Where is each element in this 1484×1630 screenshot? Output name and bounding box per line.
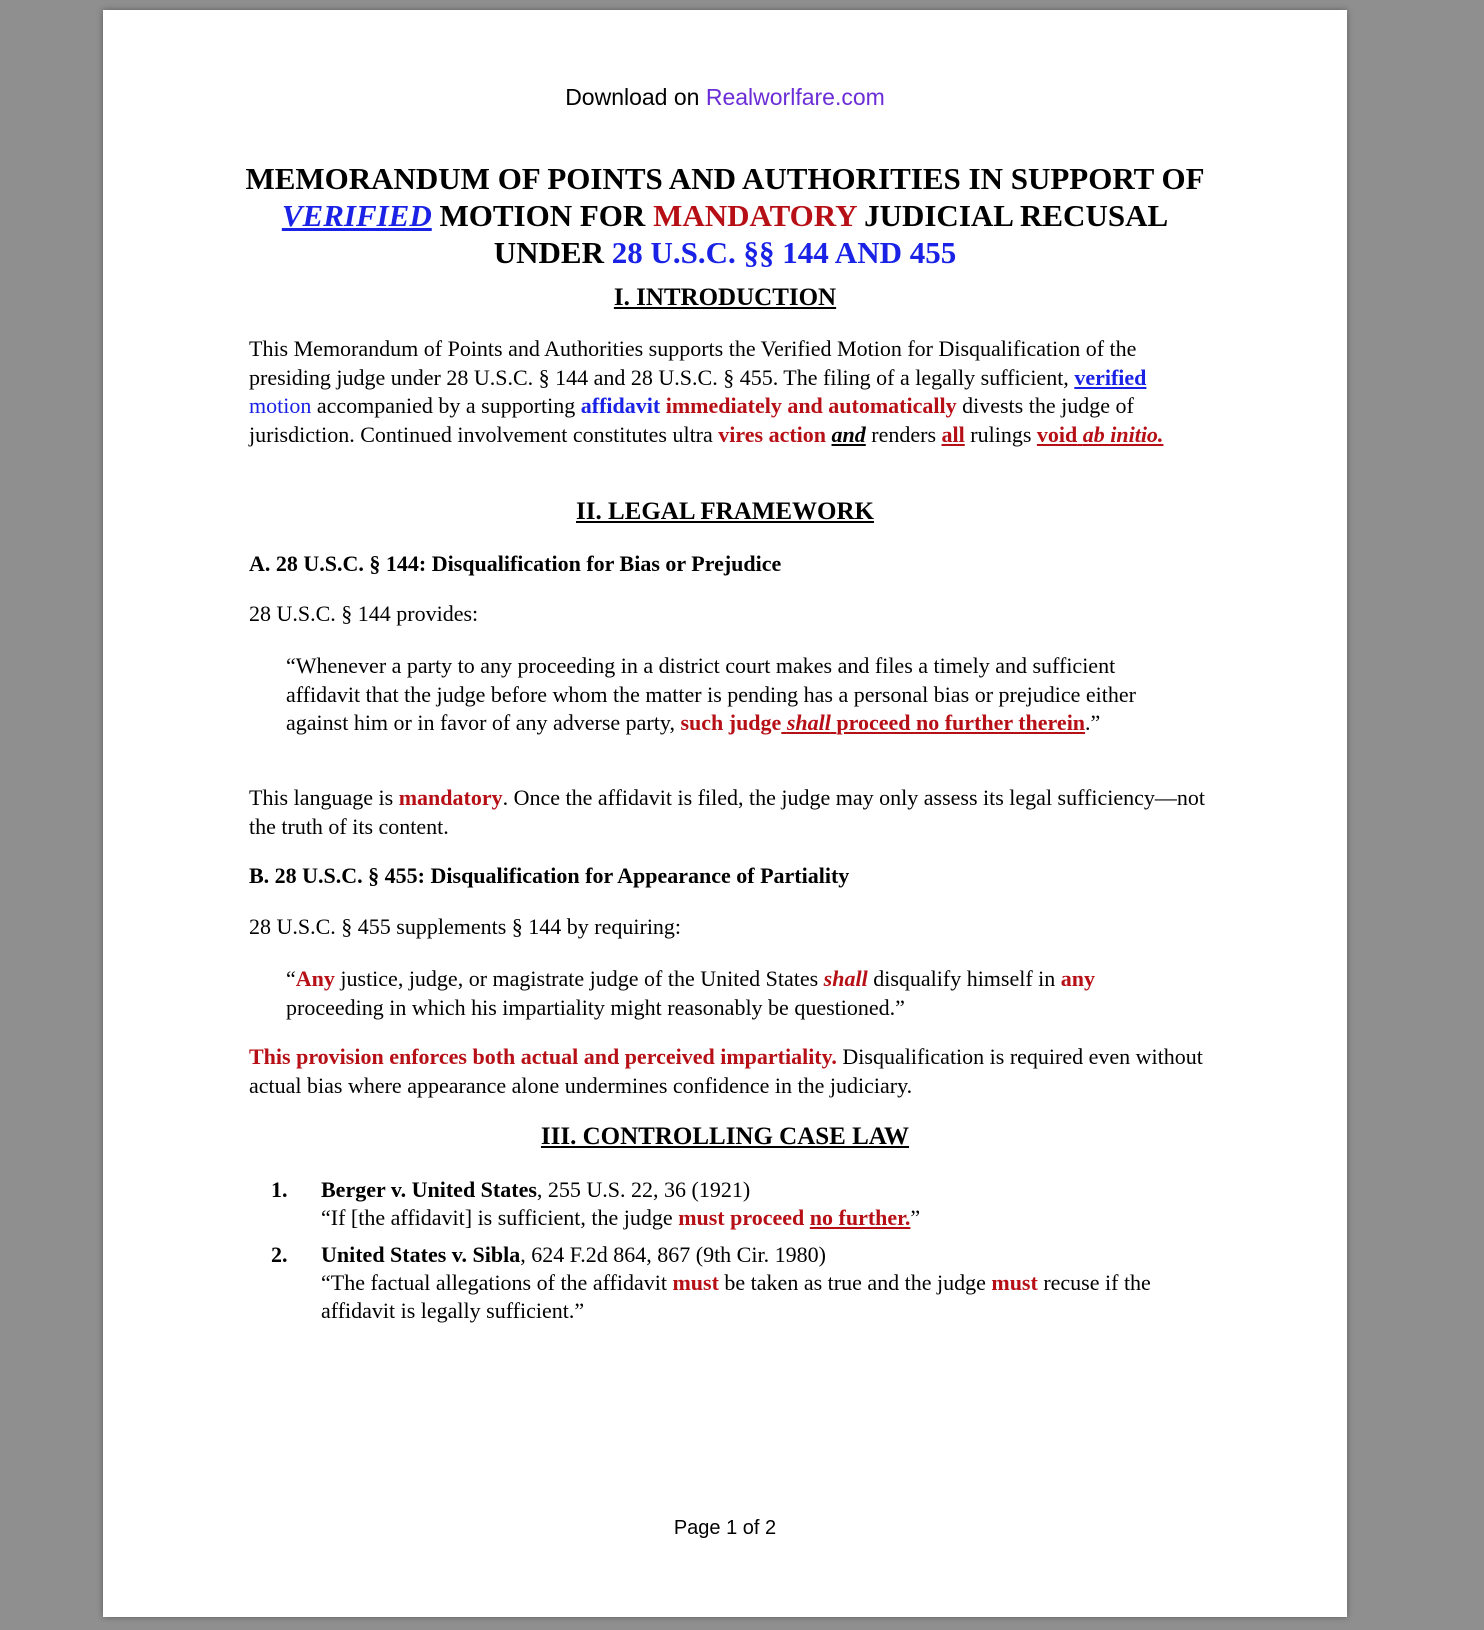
provision-paragraph (249, 1043, 1205, 1100)
intro-verified: verified (1074, 364, 1147, 390)
quote-455-shall: shall (823, 966, 868, 991)
provision-red-text: This provision enforces both actual and perceived impartiality. (249, 1044, 837, 1069)
case-1-quote-end: ” (910, 1205, 921, 1230)
title-statutes: 28 U.S.C. §§ 144 AND 455 (611, 235, 957, 270)
case-2-cite: , 624 F.2d 864, 867 (9th Cir. 1980) (520, 1242, 826, 1267)
title-under: UNDER (493, 235, 604, 270)
case-1-must-proceed: must proceed (678, 1205, 805, 1230)
title-motion-for: MOTION FOR (439, 198, 646, 233)
quote-144-end: .” (1085, 710, 1101, 736)
document-page (103, 10, 1347, 1617)
title-line-3 (103, 234, 1347, 271)
case-2-must-2: must (991, 1270, 1038, 1295)
case-2-number: 2. (271, 1242, 288, 1267)
section-144-provides: 28 U.S.C. § 144 provides: (249, 601, 479, 626)
intro-immediately: immediately and automatically (665, 393, 957, 419)
quote-455-any-1: Any (295, 966, 335, 991)
mandatory-language-paragraph (249, 784, 1205, 841)
case-2-name: United States v. Sibla (321, 1242, 521, 1267)
intro-text-b: accompanied by a supporting (316, 393, 576, 419)
title-line-1: MEMORANDUM OF POINTS AND AUTHORITIES IN SUPPORT OF (245, 161, 1205, 196)
intro-motion: motion (249, 393, 312, 419)
provision-rest-text: Disqualification is required even without actual bias where appearance alone undermines confidence in the judiciary. (249, 1044, 1203, 1098)
intro-affidavit: affidavit (580, 393, 661, 419)
intro-renders: renders (871, 421, 937, 447)
case-1-quote-text: “If [the affidavit] is sufficient, the judge (321, 1205, 673, 1230)
quote-455-text-c: proceeding in which his impartiality might reasonably be questioned.” (286, 994, 905, 1020)
case-1-name: Berger v. United States (321, 1177, 537, 1202)
section-455-quote (286, 965, 1186, 1022)
quote-455-text-a: justice, judge, or magistrate judge of the United States (340, 966, 819, 991)
section-2-heading: II. LEGAL FRAMEWORK (576, 498, 874, 525)
case-1-citation-line (321, 1176, 1211, 1204)
download-banner (103, 81, 1347, 113)
intro-and: and (831, 421, 866, 447)
mandatory-text-b: . Once the affidavit is filed, the judge may only assess its legal sufficiency—not the truth of its content. (249, 785, 1206, 839)
intro-rulings: rulings (970, 421, 1032, 447)
section-3-heading: III. CONTROLLING CASE LAW (540, 1123, 910, 1150)
case-2-citation-line (321, 1241, 1211, 1269)
section-144-quote (286, 652, 1186, 738)
subsection-b-heading: B. 28 U.S.C. § 455: Disqualification for Appearance of Partiality (249, 863, 850, 888)
case-1-quote-line (321, 1204, 1211, 1232)
case-2-must-1: must (672, 1270, 719, 1295)
case-1-number: 1. (271, 1177, 288, 1202)
intro-text-a: This Memorandum of Points and Authorities supports the Verified Motion for Disqualification of the presiding judge under 28 U.S.C. § 144 and 28 U.S.C. § 455. The filing of a legally sufficient, (249, 336, 1137, 390)
intro-all: all (941, 421, 965, 447)
intro-void: void (1036, 421, 1078, 447)
mandatory-word: mandatory (398, 785, 503, 810)
quote-455-any-2: any (1060, 966, 1096, 991)
download-link[interactable]: Realworlfare.com (705, 84, 885, 110)
document-title (103, 160, 1347, 271)
intro-paragraph (249, 335, 1205, 449)
case-2-quote-text-b: be taken as true and the judge (724, 1270, 986, 1295)
page-number: Page 1 of 2 (673, 1517, 777, 1539)
intro-vires-action: vires action (718, 421, 827, 447)
title-judicial-recusal: JUDICIAL RECUSAL (864, 198, 1169, 233)
title-verified: VERIFIED (281, 198, 432, 233)
quote-144-such-judge: such judge (680, 710, 782, 736)
title-line-2 (103, 197, 1347, 234)
case-1-cite: , 255 U.S. 22, 36 (1921) (536, 1177, 751, 1202)
case-2-quote-text-a: “The factual allegations of the affidavit (321, 1270, 667, 1295)
case-1-no-further: no further. (809, 1205, 911, 1230)
case-2-text (321, 1241, 1211, 1325)
mandatory-text-a: This language is (249, 785, 394, 810)
quote-144-proceed: proceed no further therein (836, 710, 1086, 736)
section-1-heading: I. INTRODUCTION (613, 284, 837, 311)
quote-144-text: “Whenever a party to any proceeding in a district court makes and files a timely and sufficient affidavit that the judge before whom the matter is pending has a personal bias or prejudice either against him or in favor of any adverse party, (286, 653, 1136, 736)
intro-text-c: divests the judge of jurisdiction. Continued involvement constitutes ultra (249, 393, 1134, 447)
quote-455-text-b: disqualify himself in (873, 966, 1056, 991)
case-2-quote-text-c: recuse if the affidavit is legally sufficient.” (321, 1270, 1151, 1323)
case-1-text (321, 1176, 1211, 1232)
section-455-supplements: 28 U.S.C. § 455 supplements § 144 by requiring: (249, 914, 682, 939)
title-mandatory: MANDATORY (653, 198, 857, 233)
quote-144-shall: shall (786, 710, 831, 736)
quote-455-open: “ (286, 966, 296, 991)
subsection-a-heading: A. 28 U.S.C. § 144: Disqualification for Bias or Prejudice (249, 551, 782, 576)
case-2-quote-line (321, 1269, 1211, 1325)
intro-ab-initio: ab initio. (1082, 421, 1164, 447)
download-prefix: Download on (565, 84, 700, 110)
